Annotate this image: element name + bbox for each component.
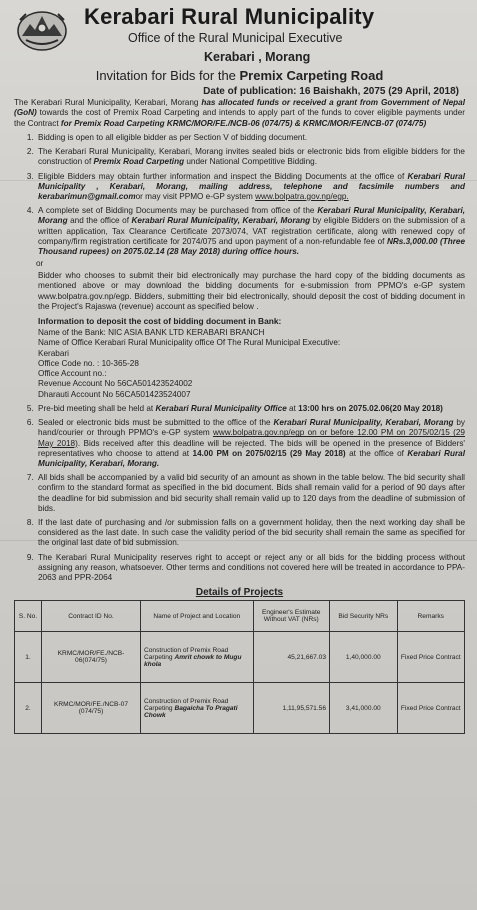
item-text: The Kerabari Rural Municipality reserves right to accept or reject any or all bids for the bidding process without assigning any reason, whatsoever. Other terms and conditions not covered here will be treated in accordance to PPA-2063 and PPR-2064 [38,552,465,583]
org-office: Office of the Rural Municipal Executive [128,31,343,45]
projects-heading: Details of Projects [195,587,284,599]
item-text: A complete set of Bidding Documents may be purchased from office of the [38,206,318,216]
item-text-bold: 14.00 PM on 2075/02/15 (29 May 2018) [192,448,346,458]
row-estimate: 1,11,95,571.56 [253,683,330,734]
item-text-bold: Kerabari Rural Municipality, Kerabari, Morang. [38,448,465,469]
item-text: and the office of [67,216,132,226]
bank-line: Name of Office Kerabari Rural Municipality office Of The Rural Municipal Executive: [38,338,341,348]
list-item [36,147,465,167]
item-text: Eligible Bidders may obtain further information and inspect the Bidding Documents at the office of [38,171,408,181]
pub-label: Date of publication: [203,86,300,97]
row-bid-security: 1,40,000.00 [330,632,398,683]
list-item [36,553,465,584]
project-name-text: Construction of Premix Road Carpeting [144,646,229,661]
bank-line: Name of the Bank: NIC ASIA BANK LTD KERABARI BRANCH [38,327,265,337]
notice-items-continued [14,404,465,583]
item-text: or may visit PPMO e-GP system [135,191,256,201]
list-item [36,172,465,203]
title-bold: Premix Carpeting Road [239,68,384,83]
item-text: at [286,404,299,414]
list-item [36,206,465,257]
col-remarks: Remarks [397,601,465,632]
intro-text: towards the cost of Premix Road Carpeting and intends to apply part of the funds to cover eligible payments under the Contract [14,108,465,128]
item-text: under National Competitive Bidding. [184,157,317,167]
row-contract-id: KRMC/MOR/FE./NCB-07 (074/75) [42,683,141,734]
intro-paragraph [14,98,465,129]
item-text: The Kerabari Rural Municipality, Kerabari, Morang invites sealed bids or electronic bids from eligible bidders for the construction of [38,147,465,167]
bank-line: Office Account no.: [38,369,107,379]
project-location: Bagaicha To Pragati Chowk [144,704,238,719]
row-sn: 2. [15,683,42,734]
item-text-bold: 13:00 hrs on 2075.02.06(20 May 2018) [298,404,443,414]
table-header-row [15,601,465,632]
col-bid-security: Bid Security NRs [330,601,398,632]
list-item [36,133,465,143]
header [14,4,465,62]
intro-text-bold: for Premix Road Carpeting KRMC/MOR/FE./NCB-06 (074/75) & KRMC/MOR/FE/NCB-07 (074/75) [60,118,427,128]
publication-date [14,86,465,97]
item-text: Pre-bid meeting shall be held at [38,404,156,414]
item-text-bold: Kerabari Rural Municipality, Kerabari, Morang [131,216,311,226]
egp-link[interactable]: www.bolpatra.gov.np/egp. [255,191,349,201]
notice-title [14,68,465,83]
electronic-paragraph: Bidder who chooses to submit their bid electronically may purchase the hard copy of the bidding documents as mentioned above or may download the bidding documents for e-submission from PPMO's e-GP system www.bolpatra.gov.np/egp. Bidders, submitting their bid electronically, should deposit the cost of bidding document in the Project's Rajaswa (revenue) account as specified below . [38,271,465,311]
item-text-bold: Kerabari Rural Municipality , Kerabari, Morang, mailing address, telephone and facsimile numbers and kerabarimun@gmail.com [38,171,465,201]
list-item [36,404,465,414]
bank-line: Kerabari [38,348,69,358]
bank-line: Dharauti Account No 56CA501423524007 [38,389,191,399]
row-estimate: 45,21,667.03 [253,632,330,683]
item-text-bold: Kerabari Rural Municipality Office [155,404,287,414]
row-remarks: Fixed Price Contract [397,683,465,734]
item-text-bold: Kerabari Rural Municipality, Kerabari, Morang [38,206,465,226]
intro-text-bold: has allocated funds or received a grant from Government of Nepal (GoN) [14,98,465,118]
table-row [15,632,465,683]
list-item [36,518,465,549]
item-text: If the last date of purchasing and /or submission falls on a government holiday, then the next working day shall be considered as the last date. In such case the validity period of the bid security shall remain the same as specified for the original last date of bid submission. [38,518,465,548]
row-project-name [141,632,254,683]
table-row [15,683,465,734]
project-location: Amrit chowk to Mugu khola [144,653,242,668]
bank-heading: Information to deposit the cost of bidding document in Bank: [38,315,282,326]
egp-deadline-link[interactable]: www.bolpatra.gov.np/egp on or before 12.00 PM on 2075/02/15 (29 May 2018) [38,428,465,448]
item-text: Bidding is open to all eligible bidder as per Section V of bidding document. [38,132,307,142]
paper-fold [0,540,477,541]
paper-fold [0,180,477,181]
col-estimate: Engineer's Estimate Without VAT (NRs) [253,601,330,632]
item-text: at the office of [345,448,408,458]
col-sn: S. No. [15,601,42,632]
col-project-name: Name of Project and Location [141,601,254,632]
nepal-emblem-icon [16,6,68,52]
bank-line: Office Code no. : 10-365-28 [38,358,139,368]
row-sn: 1. [15,632,42,683]
list-item [36,473,465,514]
item-text-bold: Kerabari Rural Municipality, Kerabari, Morang [273,418,454,428]
col-contract-id: Contract ID No. [42,601,141,632]
intro-text: The Kerabari Rural Municipality, Kerabari, Morang [14,98,202,107]
item-text: by hand/courier or through PPMO's e-GP system [38,418,465,438]
item-text-bold: Premix Road Carpeting [93,157,185,167]
projects-table [14,600,465,734]
row-remarks: Fixed Price Contract [397,632,465,683]
item-text-bold: NRs.3,000.00 (Three Thousand rupees) on 2075.02.14 (28 May 2018) during office hours. [38,236,465,256]
row-project-name [141,683,254,734]
item-text: . Bids received after this deadline will be rejected. The bids will be opened in the presence of Bidders' representatives who choose to attend at [38,438,465,458]
notice-items [14,133,465,257]
row-contract-id: KRMC/MOR/FE./NCB-06(074/75) [42,632,141,683]
org-location: Kerabari , Morang [204,50,311,64]
project-name-text: Construction of Premix Road Carpeting [144,697,229,712]
title-prefix: Invitation for Bids for the [95,68,240,83]
bank-line: Revenue Account No 56CA501423524002 [38,379,193,389]
item-text: by eligible Bidders on the submission of a written application, Tax Clearance Certificate 2073/074, VAT registration certificate, along with renewed copy of company/firm registration certificate for 2074/075 and upon payment of a non-refundable fee of [38,216,466,246]
list-item [36,418,465,469]
org-name: Kerabari Rural Municipality [84,4,375,29]
item-text: All bids shall be accompanied by a valid bid security of an amount as shown in the table below. The bid security shall confirm to the standard format as specified in the bid document. Bids shall remain valid for a period of 90 days after the deadline for bid submission and bid security shall remain valid up to 120 days from the deadline of submission of bids. [38,473,465,513]
row-bid-security: 3,41,000.00 [330,683,398,734]
item-text: Sealed or electronic bids must be submitted to the office of the [38,418,274,428]
pub-date: 16 Baishakh, 2075 (29 April, 2018) [299,86,459,97]
or-text: or [36,259,44,269]
